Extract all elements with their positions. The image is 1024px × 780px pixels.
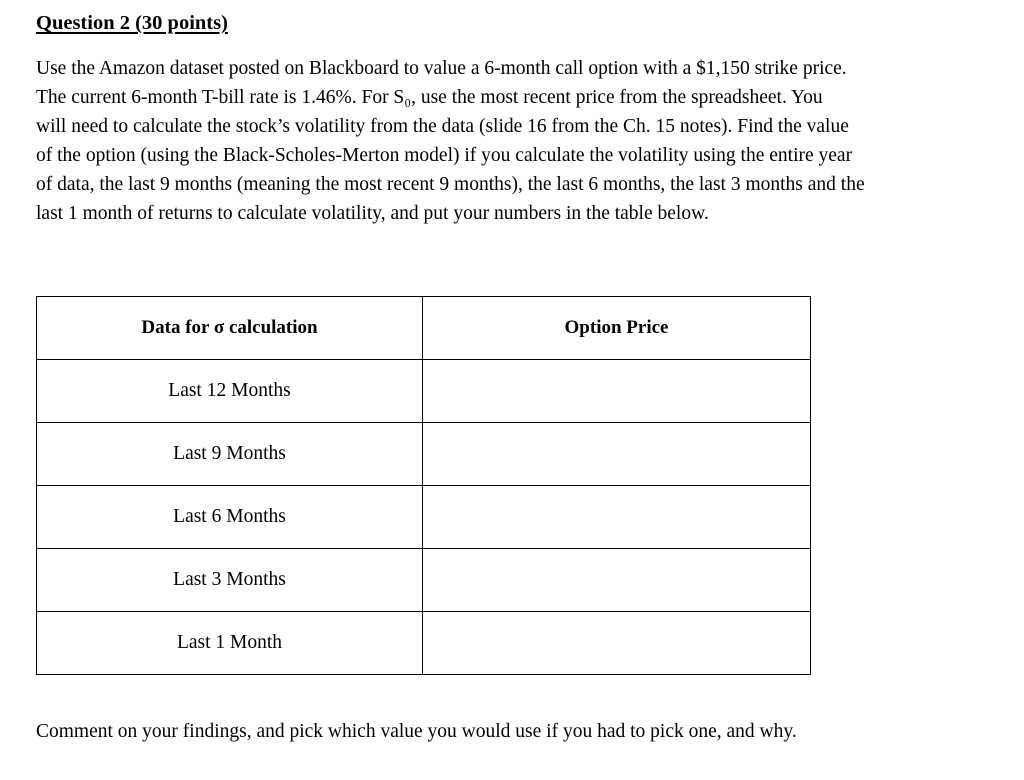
period-cell: Last 6 Months xyxy=(37,486,423,549)
table-row xyxy=(37,549,811,612)
option-price-cell[interactable] xyxy=(423,486,811,549)
table-header-row xyxy=(37,297,811,360)
header-sigma-data: Data for σ calculation xyxy=(37,297,423,360)
header-option-price: Option Price xyxy=(423,297,811,360)
intro-line: The current 6-month T-bill rate is 1.46%. For S₀, use the most recent price from the spreadsheet. You xyxy=(36,87,823,108)
closing-instruction: Comment on your findings, and pick which value you would use if you had to pick one, and why. xyxy=(36,721,797,742)
option-price-cell[interactable] xyxy=(423,612,811,675)
intro-line: of data, the last 9 months (meaning the most recent 9 months), the last 6 months, the last 3 months and the xyxy=(36,174,865,195)
period-cell: Last 12 Months xyxy=(37,360,423,423)
intro-line: of the option (using the Black-Scholes-Merton model) if you calculate the volatility using the entire year xyxy=(36,145,853,166)
table-row xyxy=(37,360,811,423)
option-price-cell[interactable] xyxy=(423,423,811,486)
question-title: Question 2 (30 points) xyxy=(36,12,228,34)
question-intro xyxy=(36,54,988,228)
option-price-cell[interactable] xyxy=(423,360,811,423)
intro-line: last 1 month of returns to calculate volatility, and put your numbers in the table below. xyxy=(36,203,709,224)
period-cell: Last 1 Month xyxy=(37,612,423,675)
intro-line: will need to calculate the stock’s volatility from the data (slide 16 from the Ch. 15 notes). Find the value xyxy=(36,116,849,137)
period-cell: Last 9 Months xyxy=(37,423,423,486)
option-price-table xyxy=(36,296,811,675)
table-row xyxy=(37,486,811,549)
period-cell: Last 3 Months xyxy=(37,549,423,612)
option-price-cell[interactable] xyxy=(423,549,811,612)
intro-line: Use the Amazon dataset posted on Blackboard to value a 6-month call option with a $1,150 strike price. xyxy=(36,58,847,79)
table-row xyxy=(37,612,811,675)
table-row xyxy=(37,423,811,486)
